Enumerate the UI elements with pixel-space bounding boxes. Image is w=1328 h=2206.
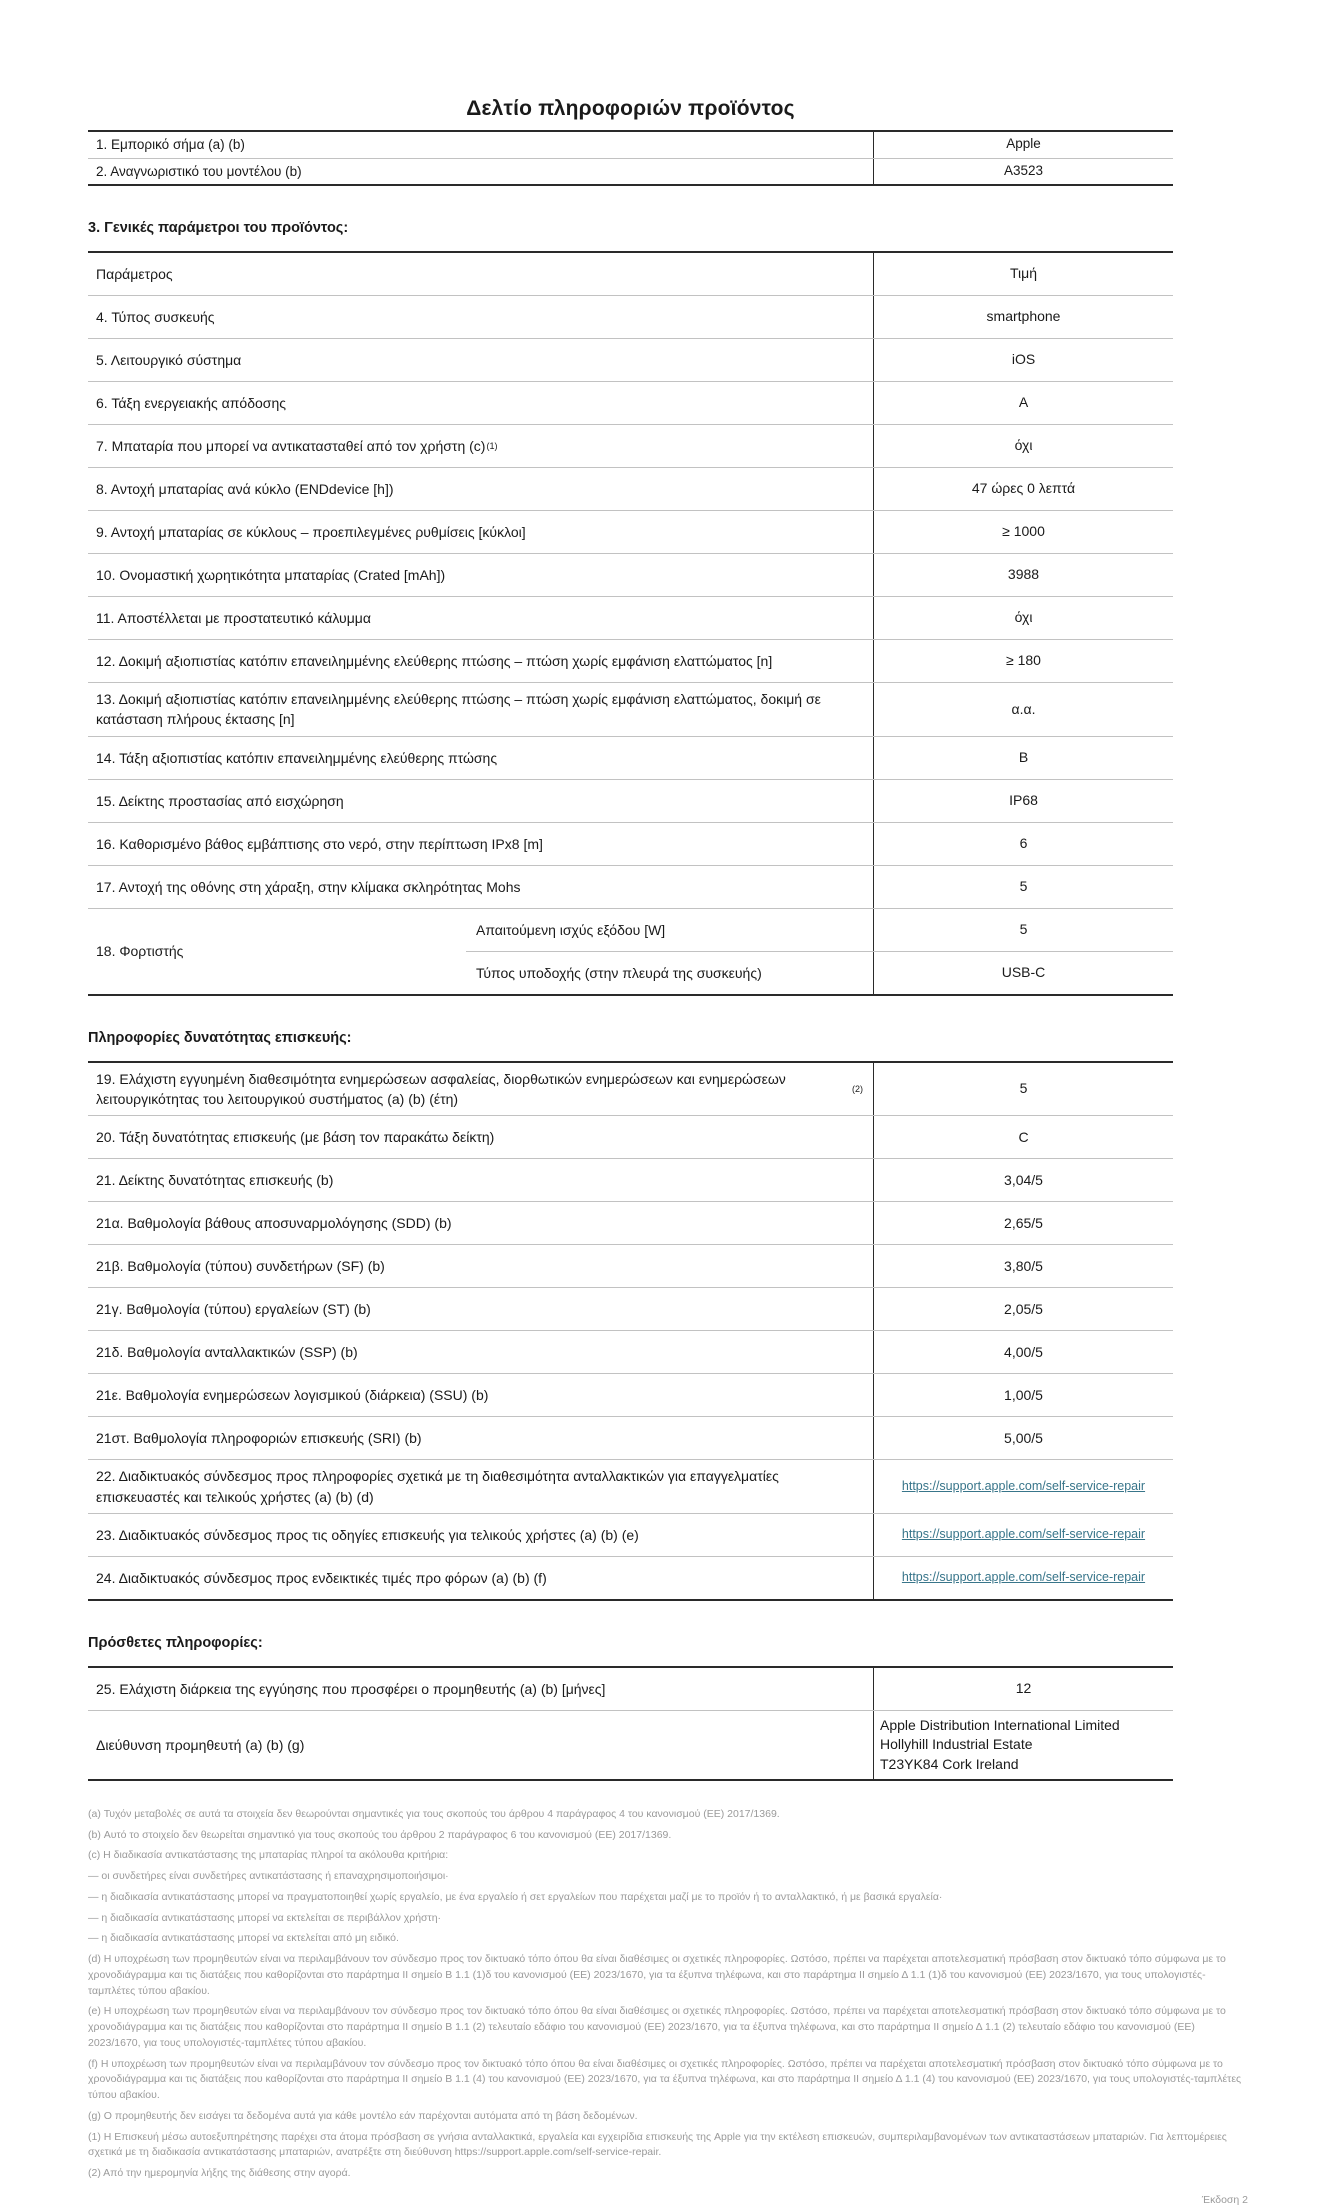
row-label: 21β. Βαθμολογία (τύπου) συνδετήρων (SF) (b) bbox=[96, 1258, 385, 1275]
table-row bbox=[88, 1513, 1173, 1556]
repairability-table bbox=[88, 1061, 1173, 1601]
table-row bbox=[88, 1201, 1173, 1244]
row-value: 1,00/5 bbox=[873, 1374, 1173, 1416]
row-value: C bbox=[873, 1116, 1173, 1158]
row-label: 7. Μπαταρία που μπορεί να αντικατασταθεί από τον χρήστη (c) (1) bbox=[88, 425, 873, 467]
supplier-address bbox=[873, 1711, 1173, 1779]
row-value: 5 bbox=[873, 909, 1173, 951]
footnote: (g) Ο προμηθευτής δεν εισάγει τα δεδομένα αυτά για κάθε μοντέλο εάν παρέχονται αυτόματα από τη βάση δεδομένων. bbox=[88, 2109, 638, 2122]
row-label: 21στ. Βαθμολογία πληροφοριών επισκευής (SRI) (b) bbox=[96, 1430, 422, 1447]
table-row bbox=[88, 1330, 1173, 1373]
supplier-address-row bbox=[88, 1710, 1173, 1779]
row-value: όχι bbox=[873, 425, 1173, 467]
table-row bbox=[88, 467, 1173, 510]
footnotes-section bbox=[88, 1807, 1248, 2182]
row-label: 1. Εμπορικό σήμα (a) (b) bbox=[96, 137, 245, 152]
row-label: 23. Διαδικτυακός σύνδεσμος προς τις οδηγίες επισκευής για τελικούς χρήστες (a) (b) (e) bbox=[96, 1526, 639, 1543]
row-value: 12 bbox=[873, 1668, 1173, 1710]
identity-table bbox=[88, 130, 1173, 186]
table-row bbox=[88, 510, 1173, 553]
table-row bbox=[88, 1115, 1173, 1158]
table-row bbox=[88, 822, 1173, 865]
footnote: (1) Η Επισκευή μέσω αυτοεξυπηρέτησης παρέχει στα άτομα πρόσβαση σε γνήσια ανταλλακτικά, εργαλεία και εγχειρίδια επισκευής της Apple για την εκτέλεση επισκευών, συμπεριλαμβανομένων των αντικαταστάσεων μπαταριών. Για λεπτομέρειες σχετικά με τη διαδικασία αντικατάστασης μπαταριών, ανατρέξτε στη διεύθυνση https://support.apple.com/self-service-repair. bbox=[88, 2130, 1227, 2159]
row-value: 4,00/5 bbox=[873, 1331, 1173, 1373]
supplier-address-line: T23YK84 Cork Ireland bbox=[880, 1755, 1019, 1772]
row-label: 6. Τάξη ενεργειακής απόδοσης bbox=[96, 394, 286, 411]
row-label: 21. Δείκτης δυνατότητας επισκευής (b) bbox=[96, 1172, 334, 1189]
section-heading-repair: Πληροφορίες δυνατότητας επισκευής: bbox=[88, 1029, 352, 1046]
row-label: 4. Τύπος συσκευής bbox=[96, 308, 215, 325]
row-label-text: 19. Ελάχιστη εγγυημένη διαθεσιμότητα ενημερώσεων ασφαλείας, διορθωτικών ενημερώσεων και ενημερώσεων λειτουργικότητας του λειτουργικού συστήματος (a) (b) (έτη) bbox=[96, 1070, 786, 1108]
row-label: 17. Αντοχή της οθόνης στη χάραξη, στην κλίμακα σκληρότητας Mohs bbox=[96, 878, 521, 895]
row-label: 20. Τάξη δυνατότητας επισκευής (με βάση τον παρακάτω δείκτη) bbox=[96, 1129, 495, 1146]
table-row bbox=[88, 553, 1173, 596]
footnote: — η διαδικασία αντικατάστασης μπορεί να εκτελείται σε περιβάλλον χρήστη· bbox=[88, 1911, 442, 1924]
row-value: όχι bbox=[873, 597, 1173, 639]
charger-row bbox=[88, 908, 1173, 994]
version-label: Έκδοση 2 bbox=[1201, 2193, 1248, 2206]
additional-info-table bbox=[88, 1666, 1173, 1781]
footnote: — η διαδικασία αντικατάστασης μπορεί να πραγματοποιηθεί χωρίς εργαλείο, με ένα εργαλείο ή σετ εργαλείων που παρέχεται μαζί με το προϊόν ή το ανταλλακτικό, ή με βασικά εργαλεία· bbox=[88, 1890, 943, 1903]
table-row bbox=[88, 1158, 1173, 1201]
row-label: Διεύθυνση προμηθευτή (a) (b) (g) bbox=[96, 1736, 305, 1753]
table-row bbox=[88, 779, 1173, 822]
row-label: 9. Αντοχή μπαταρίας σε κύκλους – προεπιλεγμένες ρυθμίσεις [κύκλοι] bbox=[96, 523, 526, 540]
table-row bbox=[88, 1556, 1173, 1599]
table-row bbox=[88, 1416, 1173, 1459]
charger-subrows bbox=[466, 909, 1173, 994]
row-value: 5 bbox=[873, 866, 1173, 908]
table-row bbox=[88, 639, 1173, 682]
table-row bbox=[88, 158, 1173, 185]
row-value: 2,65/5 bbox=[873, 1202, 1173, 1244]
supplier-address-line: Apple Distribution International Limited bbox=[880, 1716, 1120, 1733]
footnote: (b) Αυτό το στοιχείο δεν θεωρείται σημαντικό για τους σκοπούς του άρθρου 2 παράγραφος 6 του κανονισμού (ΕΕ) 2017/1369. bbox=[88, 1828, 672, 1841]
row-value: 5 bbox=[873, 1063, 1173, 1116]
section-heading-general: 3. Γενικές παράμετροι του προϊόντος: bbox=[88, 220, 349, 237]
table-row bbox=[88, 295, 1173, 338]
table-row bbox=[88, 1063, 1173, 1116]
row-value: USB-C bbox=[873, 952, 1173, 994]
row-value: 2,05/5 bbox=[873, 1288, 1173, 1330]
row-sublabel: Τύπος υποδοχής (στην πλευρά της συσκευής) bbox=[476, 964, 762, 981]
row-label: 2. Αναγνωριστικό του μοντέλου (b) bbox=[96, 163, 302, 179]
table-row bbox=[88, 865, 1173, 908]
table-row bbox=[88, 132, 1173, 158]
self-service-repair-link[interactable]: https://support.apple.com/self-service-repair bbox=[901, 1527, 1146, 1542]
row-label: 21γ. Βαθμολογία (τύπου) εργαλείων (ST) (b) bbox=[96, 1301, 371, 1318]
table-row bbox=[88, 424, 1173, 467]
section-heading-additional: Πρόσθετες πληροφορίες: bbox=[88, 1634, 263, 1651]
footnote: (c) Η διαδικασία αντικατάστασης της μπαταρίας πληροί τα ακόλουθα κριτήρια: bbox=[88, 1849, 449, 1862]
footnote: — η διαδικασία αντικατάστασης μπορεί να εκτελείται από μη ειδικό. bbox=[88, 1932, 399, 1945]
row-value: α.α. bbox=[873, 683, 1173, 736]
header-value: Τιμή bbox=[873, 253, 1173, 295]
table-row bbox=[88, 682, 1173, 736]
table-row bbox=[88, 338, 1173, 381]
row-value: ≥ 180 bbox=[873, 640, 1173, 682]
row-label: 14. Τάξη αξιοπιστίας κατόπιν επανειλημμένης ελεύθερης πτώσης bbox=[96, 749, 498, 766]
row-label: 22. Διαδικτυακός σύνδεσμος προς πληροφορίες σχετικά με τη διαθεσιμότητα ανταλλακτικών για επαγγελματίες επισκευαστές και τελικούς χρήστες (a) (b) (d) bbox=[96, 1468, 779, 1505]
row-label: 11. Αποστέλλεται με προστατευτικό κάλυμμα bbox=[96, 609, 371, 626]
row-sublabel: Απαιτούμενη ισχύς εξόδου [W] bbox=[476, 921, 666, 938]
row-value: 47 ώρες 0 λεπτά bbox=[873, 468, 1173, 510]
table-row bbox=[88, 1459, 1173, 1513]
row-label: 25. Ελάχιστη διάρκεια της εγγύησης που προσφέρει ο προμηθευτής (a) (b) [μήνες] bbox=[96, 1680, 606, 1697]
row-label: 19. Ελάχιστη εγγυημένη διαθεσιμότητα ενημερώσεων ασφαλείας, διορθωτικών ενημερώσεων και ενημερώσεων λειτουργικότητας του λειτουργικού συστήματος (a) (b) (έτη) (2) bbox=[88, 1063, 873, 1116]
table-row bbox=[88, 381, 1173, 424]
row-label: 21ε. Βαθμολογία ενημερώσεων λογισμικού (διάρκεια) (SSU) (b) bbox=[96, 1387, 489, 1404]
row-value: 3,04/5 bbox=[873, 1159, 1173, 1201]
table-row bbox=[88, 596, 1173, 639]
row-value: smartphone bbox=[873, 296, 1173, 338]
row-value: 5,00/5 bbox=[873, 1417, 1173, 1459]
charger-subrow bbox=[466, 951, 1173, 994]
row-label: 24. Διαδικτυακός σύνδεσμος προς ενδεικτικές τιμές προ φόρων (a) (b) (f) bbox=[96, 1569, 547, 1586]
table-row bbox=[88, 1244, 1173, 1287]
supplier-address-line: Hollyhill Industrial Estate bbox=[880, 1736, 1033, 1753]
row-value: ≥ 1000 bbox=[873, 511, 1173, 553]
row-value bbox=[873, 1514, 1173, 1556]
row-label: 15. Δείκτης προστασίας από εισχώρηση bbox=[96, 792, 344, 809]
table-row bbox=[88, 1668, 1173, 1710]
table-row bbox=[88, 736, 1173, 779]
row-value: 3988 bbox=[873, 554, 1173, 596]
row-label: 21α. Βαθμολογία βάθους αποσυναρμολόγησης (SDD) (b) bbox=[96, 1215, 452, 1232]
row-value: A3523 bbox=[873, 159, 1173, 185]
page-title: Δελτίο πληροφοριών προϊόντος bbox=[466, 97, 795, 120]
row-value: 3,80/5 bbox=[873, 1245, 1173, 1287]
row-value: IP68 bbox=[873, 780, 1173, 822]
table-header-row bbox=[88, 253, 1173, 295]
row-label: 5. Λειτουργικό σύστημα bbox=[96, 351, 242, 368]
self-service-repair-link[interactable]: https://support.apple.com/self-service-repair bbox=[901, 1570, 1146, 1585]
row-value: B bbox=[873, 737, 1173, 779]
footnote: — οι συνδετήρες είναι συνδετήρες αντικατάστασης ή επαναχρησιμοποιήσιμοι· bbox=[88, 1870, 449, 1883]
row-value bbox=[873, 1557, 1173, 1599]
footnote: (a) Τυχόν μεταβολές σε αυτά τα στοιχεία δεν θεωρούνται σημαντικές για τους σκοπούς του άρθρου 4 παράγραφος 4 του κανονισμού (ΕΕ) 2017/1369. bbox=[88, 1807, 780, 1820]
row-label: 8. Αντοχή μπαταρίας ανά κύκλο (ENDdevice [h]) bbox=[96, 480, 394, 497]
general-parameters-table bbox=[88, 251, 1173, 996]
footnote: (d) Η υποχρέωση των προμηθευτών είναι να περιλαμβάνουν τον σύνδεσμο προς τον δικτυακό τόπο όπου θα είναι διαθέσιμες οι σχετικές πληροφορίες. Ωστόσο, πρέπει να παρέχεται αποτελεσματική πρόσβαση στον δικτυακό τόπο σύμφωνα με το χρονοδιάγραμμα και τις διατάξεις που καθορίζονται στο παράρτημα II σημείο Β 1.1 (1)δ του κανονισμού (ΕΕ) 2023/1670, για τα έξυπνα τηλέφωνα, και στο παράρτημα II σημείο Δ 1.1 (1)δ του κανονισμού (ΕΕ) 2023/1670, για τους υπολογιστές-ταμπλέτες τύπου αβακίου. bbox=[88, 1953, 1226, 1997]
table-row bbox=[88, 1287, 1173, 1330]
row-label: 12. Δοκιμή αξιοπιστίας κατόπιν επανειλημμένης ελεύθερης πτώσης – πτώση χωρίς εμφάνιση ελαττώματος [n] bbox=[96, 652, 773, 669]
row-value: 6 bbox=[873, 823, 1173, 865]
footnote: (e) Η υποχρέωση των προμηθευτών είναι να περιλαμβάνουν τον σύνδεσμο προς τον δικτυακό τόπο όπου θα είναι διαθέσιμες οι σχετικές πληροφορίες. Ωστόσο, πρέπει να παρέχεται αποτελεσματική πρόσβαση στον δικτυακό τόπο σύμφωνα με το χρονοδιάγραμμα και τις διατάξεις που καθορίζονται στο παράρτημα II σημείο Β 1.1 (2) τελευταίο εδάφιο του κανονισμού (ΕΕ) 2023/1670, για τα έξυπνα τηλέφωνα, και στο παράρτημα II σημείο Δ 1.1 (2) τελευταίο εδάφιο του κανονισμού (ΕΕ) 2023/1670, για τους υπολογιστές-ταμπλέτες τύπου αβακίου. bbox=[88, 2005, 1226, 2049]
footnote: (f) Η υποχρέωση των προμηθευτών είναι να περιλαμβάνουν τον σύνδεσμο προς τον δικτυακό τόπο όπου θα είναι διαθέσιμες οι σχετικές πληροφορίες. Ωστόσο, πρέπει να παρέχεται αποτελεσματική πρόσβαση στον δικτυακό τόπο σύμφωνα με το χρονοδιάγραμμα και τις διατάξεις που καθορίζονται στο παράρτημα II σημείο Β 1.1 (4) του κανονισμού (ΕΕ) 2023/1670, για τα έξυπνα τηλέφωνα, και στο παράρτημα II σημείο Δ 1.1 (4) του κανονισμού (ΕΕ) 2023/1670, για τους υπολογιστές-ταμπλέτες τύπου αβακίου. bbox=[88, 2057, 1242, 2102]
row-label: 18. Φορτιστής bbox=[96, 943, 184, 960]
row-value: Apple bbox=[873, 132, 1173, 158]
self-service-repair-link[interactable]: https://support.apple.com/self-service-repair bbox=[901, 1478, 1146, 1493]
header-label: Παράμετρος bbox=[96, 265, 173, 282]
table-row bbox=[88, 1373, 1173, 1416]
row-value: A bbox=[873, 382, 1173, 424]
row-label: 16. Καθορισμένο βάθος εμβάπτισης στο νερό, στην περίπτωση IPx8 [m] bbox=[96, 835, 543, 852]
charger-subrow bbox=[466, 909, 1173, 951]
row-value: iOS bbox=[873, 339, 1173, 381]
row-label: 13. Δοκιμή αξιοπιστίας κατόπιν επανειλημμένης ελεύθερης πτώσης – πτώση χωρίς εμφάνιση ελαττώματος, δοκιμή σε κατάσταση πλήρους έκτασης [n] bbox=[96, 691, 821, 728]
footnote: (2) Από την ημερομηνία λήξης της διάθεσης στην αγορά. bbox=[88, 2167, 351, 2180]
row-label: 21δ. Βαθμολογία ανταλλακτικών (SSP) (b) bbox=[96, 1344, 358, 1361]
row-value bbox=[873, 1460, 1173, 1513]
row-label-text: 7. Μπαταρία που μπορεί να αντικατασταθεί από τον χρήστη (c) bbox=[96, 437, 486, 454]
row-label: 10. Ονομαστική χωρητικότητα μπαταρίας (Crated [mAh]) bbox=[96, 566, 446, 583]
